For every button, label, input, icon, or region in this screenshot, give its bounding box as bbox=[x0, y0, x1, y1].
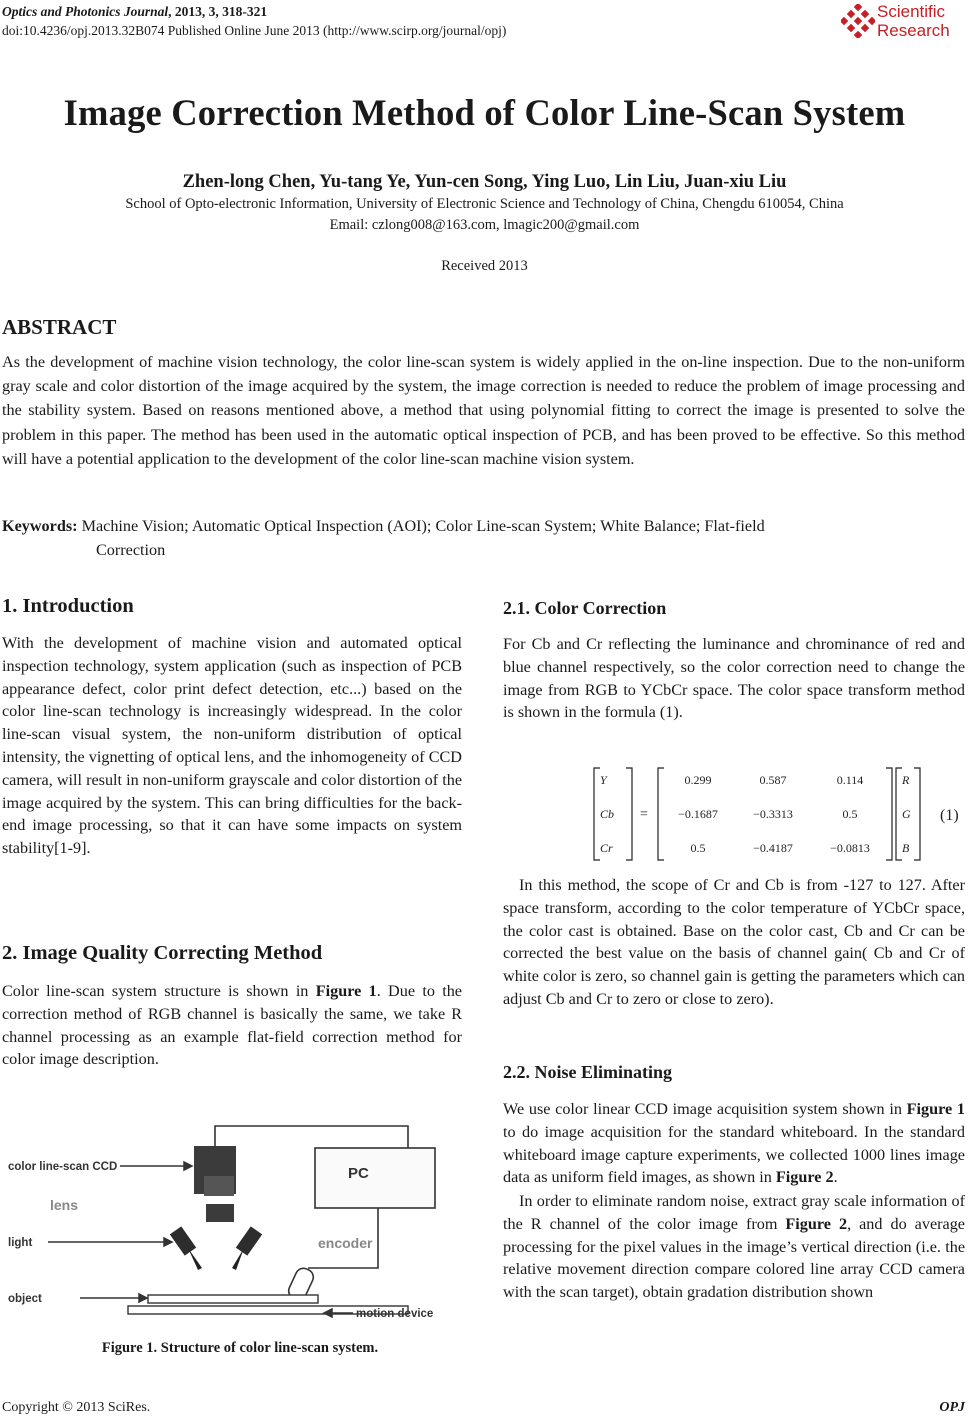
light-label: light bbox=[8, 1237, 33, 1249]
section-1-heading: 1. Introduction bbox=[2, 595, 134, 617]
encoder-label: encoder bbox=[318, 1235, 373, 1251]
eq-m-2-1: −0.4187 bbox=[753, 841, 793, 855]
copyright: Copyright © 2013 SciRes. bbox=[2, 1400, 151, 1415]
eq-lhs-1: Cb bbox=[600, 807, 615, 821]
eq-rhs-2: B bbox=[902, 841, 910, 855]
section-1-text: With the development of machine vision and automated optical inspection technology, system application (such as inspection of PCB appearance defect, color print defect detection, etc...) based on the color line-scan technology is increasingly widespread. In the color line-scan visual system, the non-uniform distribution of optical intensity, the vignetting of optical lens, and the inhomogeneity of CCD camera, will result in non-uniform grayscale and color distortion of the image acquired by the system. This can bring difficulties for the back-end image processing, so that it can have some impacts on system stability[1-9]. bbox=[2, 634, 462, 858]
eq-m-1-1: −0.3313 bbox=[753, 807, 793, 821]
paper-affiliation: School of Opto-electronic Information, University of Electronic Science and Technology of China, Chengdu 610054, China bbox=[125, 196, 844, 212]
eq-m-0-1: 0.587 bbox=[759, 773, 787, 787]
logo-line-2: Research bbox=[877, 21, 950, 40]
ccd-label: color line-scan CCD bbox=[8, 1161, 118, 1173]
section-2-1-heading: 2.1. Color Correction bbox=[503, 598, 667, 618]
section-2-heading: 2. Image Quality Correcting Method bbox=[2, 942, 323, 964]
eq-rhs-1: G bbox=[902, 807, 911, 821]
journal-title: Optics and Photonics Journal bbox=[2, 4, 169, 19]
figure-1 bbox=[8, 1118, 448, 1328]
paper-received: Received 2013 bbox=[441, 258, 528, 274]
logo-line-1: Scientific bbox=[877, 2, 946, 21]
keywords-line-1: Machine Vision; Automatic Optical Inspection (AOI); Color Line-scan System; White Balance; Flat-field bbox=[81, 517, 765, 535]
equation-1-svg bbox=[588, 764, 966, 864]
eq-lhs-2: Cr bbox=[600, 841, 613, 855]
eq-number: (1) bbox=[940, 807, 959, 824]
section-2-2-paragraph-1 bbox=[503, 1098, 965, 1189]
section-2-text-b: . Due to the correction method of RGB channel is basically the same, we take R channel processing as an example flat-field correction method for color image description. bbox=[2, 982, 462, 1069]
eq-m-2-2: −0.0813 bbox=[830, 841, 870, 855]
section-2-2-heading: 2.2. Noise Eliminating bbox=[503, 1062, 673, 1082]
s22-p1-c: . bbox=[833, 1168, 838, 1187]
light-right bbox=[232, 1226, 262, 1270]
figure-1-ref: Figure 1 bbox=[315, 982, 377, 1000]
lens bbox=[206, 1204, 234, 1222]
keywords bbox=[2, 514, 965, 562]
s22-p2-b: , and do average processing for the pixel values in the image’s vertical direction (i.e. the relative movement direction compare colored line array CCD camera with the scan target), obtain gradation distribution shown bbox=[503, 1214, 965, 1302]
figure-1-caption: Figure 1. Structure of color line-scan system. bbox=[101, 1340, 379, 1356]
section-2-text-a: Color line-scan system structure is shown in bbox=[2, 982, 316, 1000]
figure-1-diagram bbox=[8, 1118, 448, 1328]
lens-label: lens bbox=[50, 1197, 79, 1213]
motion-label: motion device bbox=[356, 1308, 434, 1320]
eq-m-1-0: −0.1687 bbox=[678, 807, 718, 821]
figure-2-ref-2: Figure 2 bbox=[785, 1214, 848, 1233]
object-label: object bbox=[8, 1293, 42, 1305]
eq-rhs-0: R bbox=[902, 773, 910, 787]
eq-m-0-0: 0.299 bbox=[684, 773, 712, 787]
pc-box bbox=[315, 1148, 435, 1208]
journal-abbr: OPJ bbox=[939, 1400, 965, 1415]
paper-authors: Zhen-long Chen, Yu-tang Ye, Yun-cen Song, Ying Luo, Lin Liu, Juan-xiu Liu bbox=[182, 172, 787, 192]
section-2-1-text: For Cb and Cr reflecting the luminance and chrominance of red and blue channel respectively, so the color correction need to change the image from RGB to YCbCr space. The color space transform method is shown in the formula (1). bbox=[503, 635, 965, 722]
s22-p1-b: to do image acquisition for the standard whiteboard. In the standard whiteboard image capture experiments, we collected 1000 lines image data as uniform field images, as shown in bbox=[503, 1122, 965, 1187]
publisher-logo bbox=[841, 2, 967, 42]
figure-1-ref-2: Figure 1 bbox=[906, 1100, 965, 1118]
section-2-2-paragraph-2 bbox=[503, 1190, 965, 1304]
figure-2-ref: Figure 2 bbox=[775, 1168, 834, 1187]
light-left bbox=[170, 1226, 202, 1270]
abstract-text: As the development of machine vision technology, the color line-scan system is widely applied in the on-line inspection. Due to the non-uniform gray scale and color distortion of the image acquired by the system, the image correction is needed to reduce the problem of image processing and the stability system. Based on reasons mentioned above, a method that using polynomial fitting to correct the image is presented to solve the problem in this paper. The method has been used in the automatic optical inspection of PCB, and has been proved to be effective. So this method will have a potential application to the development of the color line-scan machine vision system. bbox=[2, 353, 965, 468]
page-footer bbox=[2, 1400, 965, 1416]
section-2-1-text-2: In this method, the scope of Cr and Cb is from -127 to 127. After space transform, according to the color temperature of YCbCr space, the color cast is obtained. Base on the color cast, Cb and Cr can be corrected the best value on the basis of channel gain( Cb and Cr of white color is zero, so channel gain is getting the parameters which can adjust Cb and Cr to zero or close to zero). bbox=[503, 876, 965, 1008]
paper-email: Email: czlong008@163.com, lmagic200@gmail.com bbox=[329, 217, 640, 233]
cable-ccd-pc bbox=[215, 1126, 408, 1150]
paper-title: Image Correction Method of Color Line-Scan System bbox=[63, 92, 906, 133]
logo-mark-icon bbox=[841, 4, 875, 38]
eq-lhs-0: Y bbox=[600, 773, 607, 787]
eq-m-0-2: 0.114 bbox=[836, 773, 864, 787]
pc-label: PC bbox=[348, 1165, 369, 1182]
eq-m-2-0: 0.5 bbox=[690, 841, 706, 855]
ccd-body bbox=[204, 1176, 234, 1196]
s22-p1-a: We use color linear CCD image acquisition system shown in bbox=[503, 1100, 907, 1118]
eq-m-1-2: 0.5 bbox=[842, 807, 858, 821]
journal-info: , 2013, 3, 318-321 bbox=[168, 4, 268, 19]
section-2-text bbox=[2, 980, 462, 1071]
logo-text bbox=[877, 2, 950, 40]
keywords-label: Keywords: bbox=[2, 517, 78, 535]
equation-1 bbox=[588, 764, 966, 864]
keywords-line-2: Correction bbox=[96, 541, 166, 559]
journal-header bbox=[2, 2, 506, 40]
object-plate bbox=[148, 1295, 318, 1303]
abstract-heading: ABSTRACT bbox=[2, 315, 117, 339]
s22-p2-a: In order to eliminate random noise, extract gray scale information of the R channel of the color image from bbox=[503, 1192, 965, 1233]
eq-equals: = bbox=[640, 807, 648, 822]
doi-line: doi:10.4236/opj.2013.32B074 Published Online June 2013 (http://www.scirp.org/journal/opj) bbox=[2, 23, 507, 38]
